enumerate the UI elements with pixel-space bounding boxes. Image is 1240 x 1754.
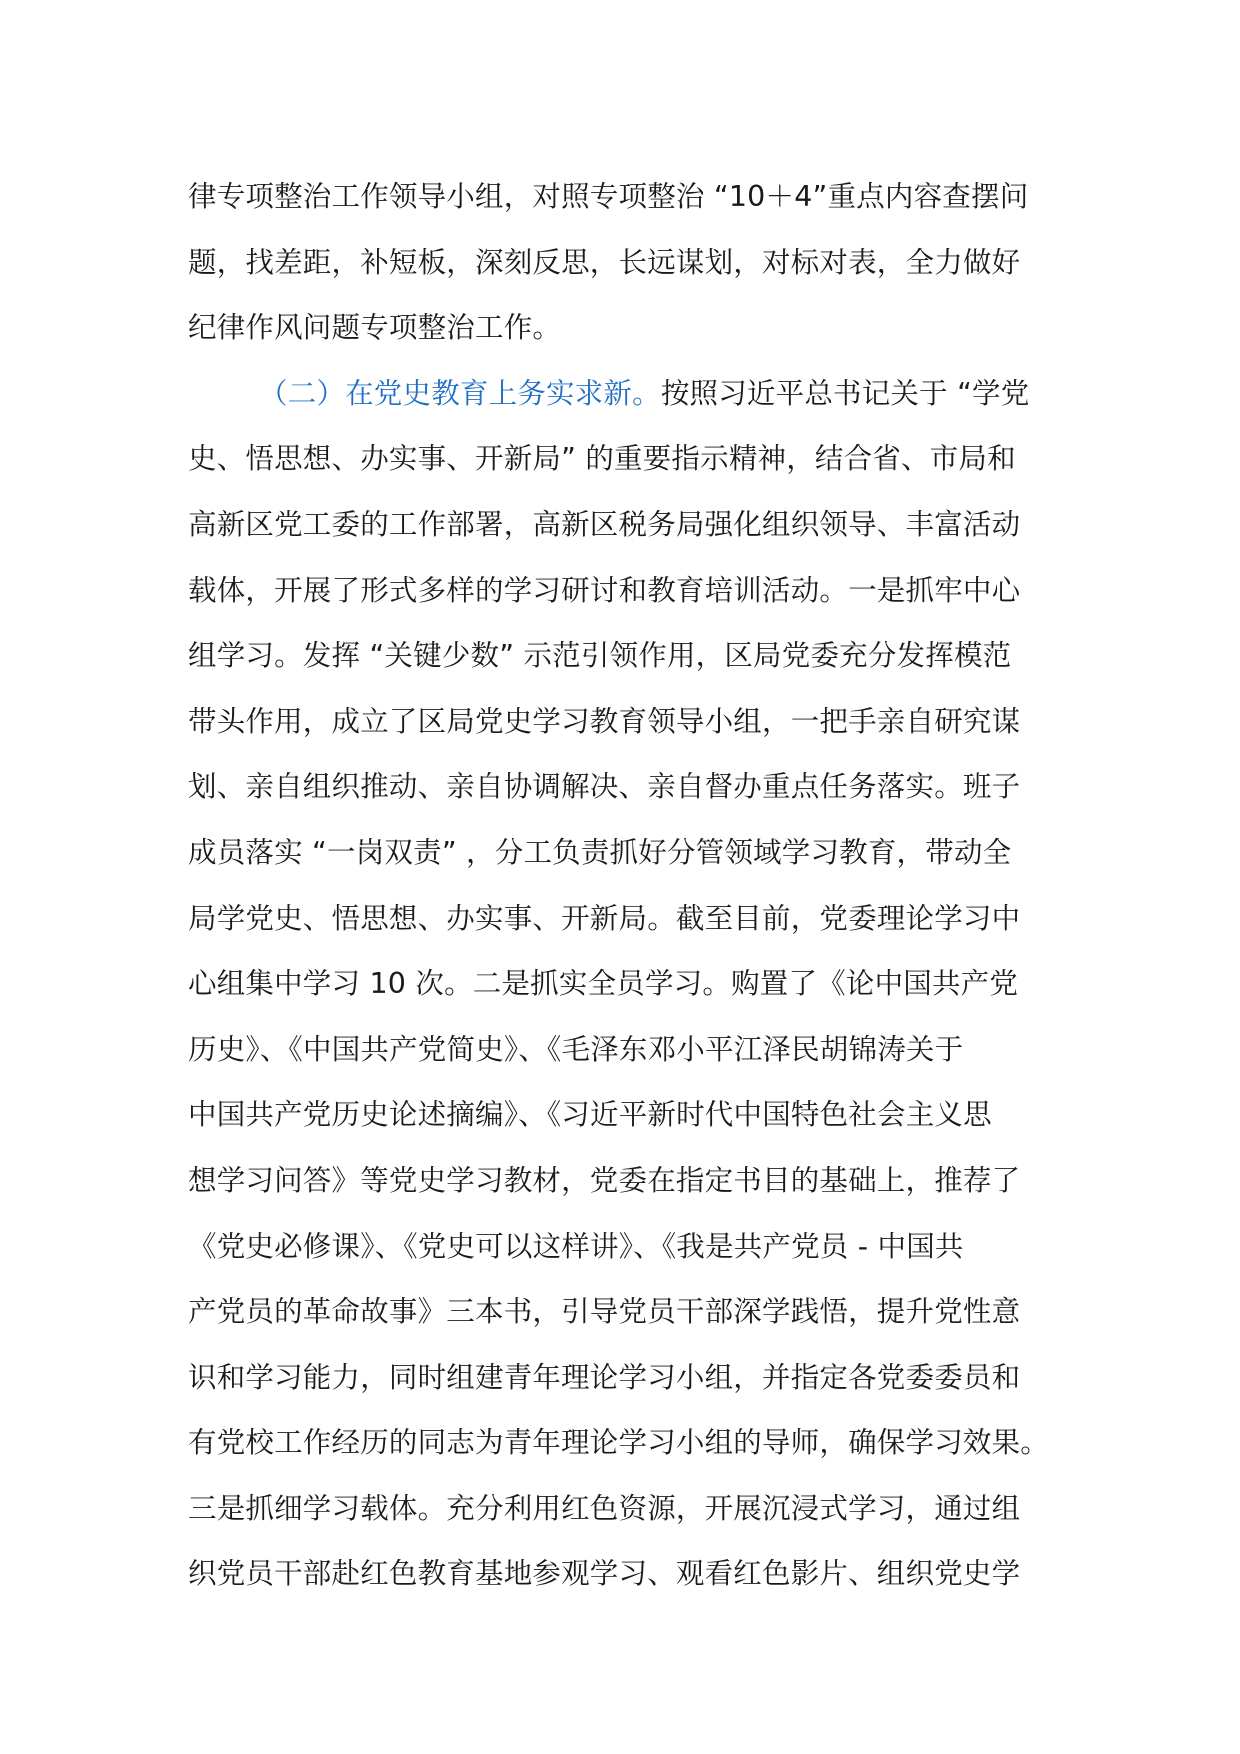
body-line: 题，找差距，补短板，深刻反思，长远谋划，对标对表，全力做好 [188,245,1021,279]
body-line: 律专项整治工作领导小组，对照专项整治 “10＋4”重点内容查摆问 [188,180,1029,213]
body-line: 纪律作风问题专项整治工作。 [188,311,562,345]
body-line: 中国共产党历史论述摘编》、《习近平新时代中国特色社会主义思 [188,1098,992,1132]
body-line: 识和学习能力，同时组建青年理论学习小组，并指定各党委委员和 [188,1360,1021,1394]
body-line: 成员落实 “一岗双责” ，分工负责抓好分管领域学习教育，带动全 [188,835,1012,869]
body-line: 心组集中学习 10 次。二是抓实全员学习。购置了《论中国共产党 [188,967,1019,1001]
body-text: 按照习近平总书记关于 “学党 [660,376,1030,410]
body-line: 想学习问答》等党史学习教材，党委在指定书目的基础上，推荐了 [188,1163,1021,1197]
body-line: 史、悟思想、办实事、开新局” 的重要指示精神，结合省、市局和 [188,442,1016,476]
body-line: 三是抓细学习载体。充分利用红色资源，开展沉浸式学习，通过组 [188,1491,1021,1525]
body-line: 局学党史、悟思想、办实事、开新局。截至目前，党委理论学习中 [188,901,1021,935]
body-line: 组学习。发挥 “关键少数” 示范引领作用，区局党委充分发挥模范 [188,639,1012,673]
body-line: 织党员干部赴红色教育基地参观学习、观看红色影片、组织党史学 [188,1557,1021,1591]
section-heading: （二）在党史教育上务实求新。 [259,376,661,410]
body-line: 历史》、《中国共产党简史》、《毛泽东邓小平江泽民胡锦涛关于 [188,1032,964,1066]
body-line: 划、亲自组织推动、亲自协调解决、亲自督办重点任务落实。班子 [188,770,1021,804]
paragraph-first-line [188,361,1058,427]
body-line: 《党史必修课》、《党史可以这样讲》、《我是共产党员 - 中国共 [188,1229,964,1263]
body-line: 带头作用，成立了区局党史学习教育领导小组，一把手亲自研究谋 [188,704,1021,738]
document-body [188,164,1058,1607]
body-line: 产党员的革命故事》三本书，引导党员干部深学践悟，提升党性意 [188,1295,1021,1329]
body-line: 有党校工作经历的同志为青年理论学习小组的导师，确保学习效果。 [188,1426,1050,1460]
body-line: 载体，开展了形式多样的学习研讨和教育培训活动。一是抓牢中心 [188,573,1021,607]
body-line: 高新区党工委的工作部署，高新区税务局强化组织领导、丰富活动 [188,507,1021,541]
